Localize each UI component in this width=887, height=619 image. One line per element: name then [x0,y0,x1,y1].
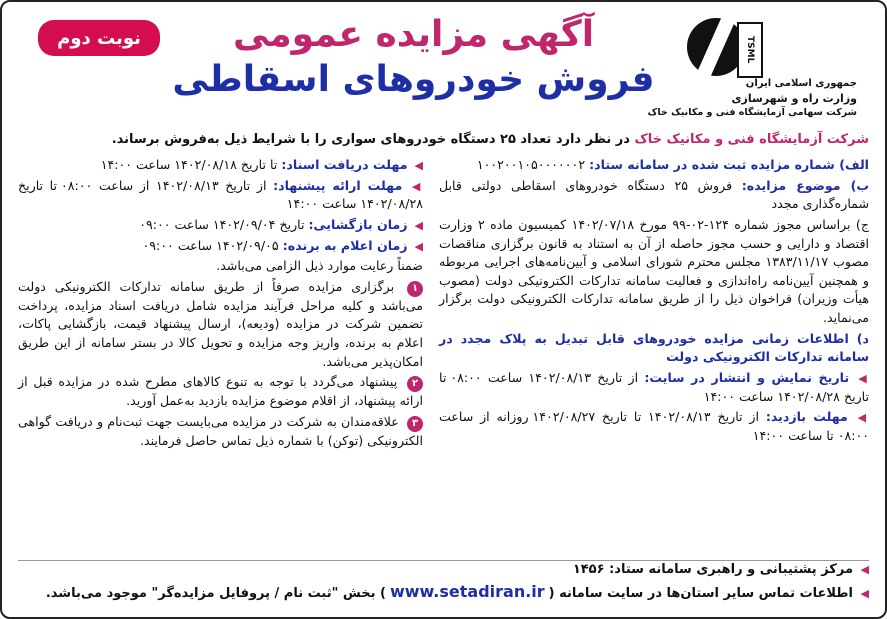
org-company: شرکت سهامی آزمایشگاه فنی و مکانیک خاک [647,107,857,118]
arrow-icon: ◀ [857,411,869,425]
footer [18,560,869,611]
page-title: آگهی مزایده عمومی [232,14,595,55]
opening-time-label: زمان بازگشایی: [308,216,408,232]
visit-deadline-value: از تاریخ ۱۴۰۲/۰۸/۱۳ تا تاریخ ۱۴۰۲/۰۸/۲۷ روزانه از ساعت ۰۸:۰۰ تا ساعت ۱۴:۰۰ [439,409,869,443]
winner-announcement-value: ۱۴۰۲/۰۹/۰۵ ساعت ۰۹:۰۰ [142,237,279,253]
arrow-icon: ◀ [414,159,423,172]
requirement-text: علاقه‌مندان به شرکت در مزایده می‌بایست جهت ثبت‌نام و دریافت گواهی الکترونیکی (توکن) با شماره ذیل تماس حاصل فرمایند. [18,413,423,448]
setad-website-link[interactable]: www.setadiran.ir [389,581,545,601]
timing-heading: د) اطلاعات زمانی مزایده خودروهای قابل تبدیل به پلاک مجدد در سامانه تدارکات الکترونیکی دولت [439,330,869,365]
arrow-icon: ◀ [414,218,423,232]
provinces-contact [18,580,869,604]
organization-block [647,10,875,120]
visit-deadline [439,408,869,445]
auction-subject-label: ب) موضوع مزایده: [741,177,869,193]
round-badge: نوبت دوم [38,20,160,56]
requirement-text: پیشنهاد می‌گردد با توجه به تنوع کالاهای مطرح شده در مزایده قبل از ارائه پیشنهاد، از اقلام موضوع مزایده بازدید به‌عمل آورید. [18,374,423,409]
intro-text: در نظر دارد تعداد ۲۵ دستگاه خودروهای سواری را با شرایط ذیل به‌فروش برساند. [111,132,630,147]
page-subtitle: فروش خودروهای اسقاطی [172,59,655,100]
arrow-icon: ◀ [858,371,869,385]
opening-time-value: تاریخ ۱۴۰۲/۰۹/۰۴ ساعت ۰۹:۰۰ [139,216,305,232]
document-deadline [18,156,423,175]
requirement-item [18,278,423,372]
auction-number [439,156,869,175]
offer-deadline [18,177,423,214]
arrow-icon: ◀ [860,586,869,600]
requirement-item [18,373,423,411]
publish-period-value: از تاریخ ۱۴۰۲/۰۸/۱۳ ساعت ۰۸:۰۰ تا تاریخ ۱۴۰۲/۰۸/۲۸ ساعت ۱۴:۰۰ [439,369,869,404]
logo-tag: TSML [737,22,763,78]
organization-logo-icon [677,14,763,76]
org-ministry: وزارت راه و شهرسازی [731,92,857,105]
header [2,4,885,128]
document-deadline-label: مهلت دریافت اسناد: [281,157,408,172]
requirement-text: برگزاری مزایده صرفاً از طریق سامانه تدارکات الکترونیکی دولت می‌باشد و کلیه مراحل فرآیند مزایده شامل دریافت اسناد مزایده، پرداخت تضمین شرکت در مزایده (ودیعه)، ارسال پیشنهاد قیمت، بازگشایی پاکات، اعلام به برنده، واریز وجه مزایده و تحویل کالا در بستر سامانه از این طریق امکان‌پذیر می‌باشد. [18,278,423,369]
arrow-icon: ◀ [860,563,869,576]
opening-time [18,216,423,235]
offer-deadline-value: از تاریخ ۱۴۰۲/۰۸/۱۳ از ساعت ۰۸:۰۰ تا تاریخ ۱۴۰۲/۰۸/۲۸ ساعت ۱۴:۰۰ [18,177,423,212]
publish-period [439,369,869,406]
support-center-text: مرکز پشتیبانی و راهبری سامانه ستاد: ۱۴۵۶ [572,562,853,577]
document-deadline-value: تا تاریخ ۱۴۰۲/۰۸/۱۸ ساعت ۱۴:۰۰ [100,157,278,172]
item-number-badge: ۲ [407,376,423,392]
company-name: شرکت آزمایشگاه فنی و مکانیک خاک [634,132,869,147]
support-center [18,561,869,580]
org-country: جمهوری اسلامی ایران [745,78,857,89]
provinces-contact-post: ) بخش "ثبت نام / پروفایل مزایده‌گر" موجود می‌باشد. [45,585,386,601]
provinces-contact-pre: اطلاعات تماس سایر استان‌ها در سایت سامانه ( [548,585,853,601]
left-column [18,156,423,453]
title-block [172,4,655,100]
right-column [439,156,869,447]
arrow-icon: ◀ [414,239,423,253]
item-number-badge: ۱ [407,281,423,297]
winner-announcement [18,237,423,256]
auction-number-value: ۱۰۰۲۰۰۱۰۵۰۰۰۰۰۰۲ [476,157,586,172]
item-number-badge: ۳ [407,416,423,432]
auction-subject-value: فروش ۲۵ دستگاه خودروهای اسقاطی دولتی قابل شماره‌گذاری مجدد [439,177,869,212]
publish-period-label: تاریخ نمایش و انتشار در سایت: [644,369,850,385]
winner-announcement-label: زمان اعلام به برنده: [282,237,408,253]
auction-subject [439,177,869,214]
auction-number-label: الف) شماره مزایده ثبت شده در سامانه ستاد: [589,157,869,172]
requirements-note: ضمناً رعایت موارد ذیل الزامی می‌باشد. [216,258,423,274]
offer-deadline-label: مهلت ارائه پیشنهاد: [273,177,403,193]
requirement-item [18,413,423,451]
intro-line [18,132,869,149]
visit-deadline-label: مهلت بازدید: [765,409,848,425]
arrow-icon: ◀ [411,179,423,193]
auction-legal-basis: ج) براساس مجوز شماره ۱۲۴-۰۲-۹۹ مورخ ۱۴۰۲/۰۷/۱۸ کمیسیون ماده ۲ وزارت اقتصاد و دارایی و حسب مجوز حاصله از آن به استناد به قانون برگزاری مناقصات مصوب ۱۳۸۳/۱۱/۱۷ مجلس محترم شورای اسلامی و آیین‌نامه‌های اجرایی مربوطه و همچنین آیین‌نامه راه‌اندازی و فعالیت سامانه تدارکات الکترونیکی دولت (مصوب هیأت وزیران) فراخوان ذیل را از طریق سامانه تدارکات الکترونیکی دولت برگزار می‌نماید. [439,216,869,325]
